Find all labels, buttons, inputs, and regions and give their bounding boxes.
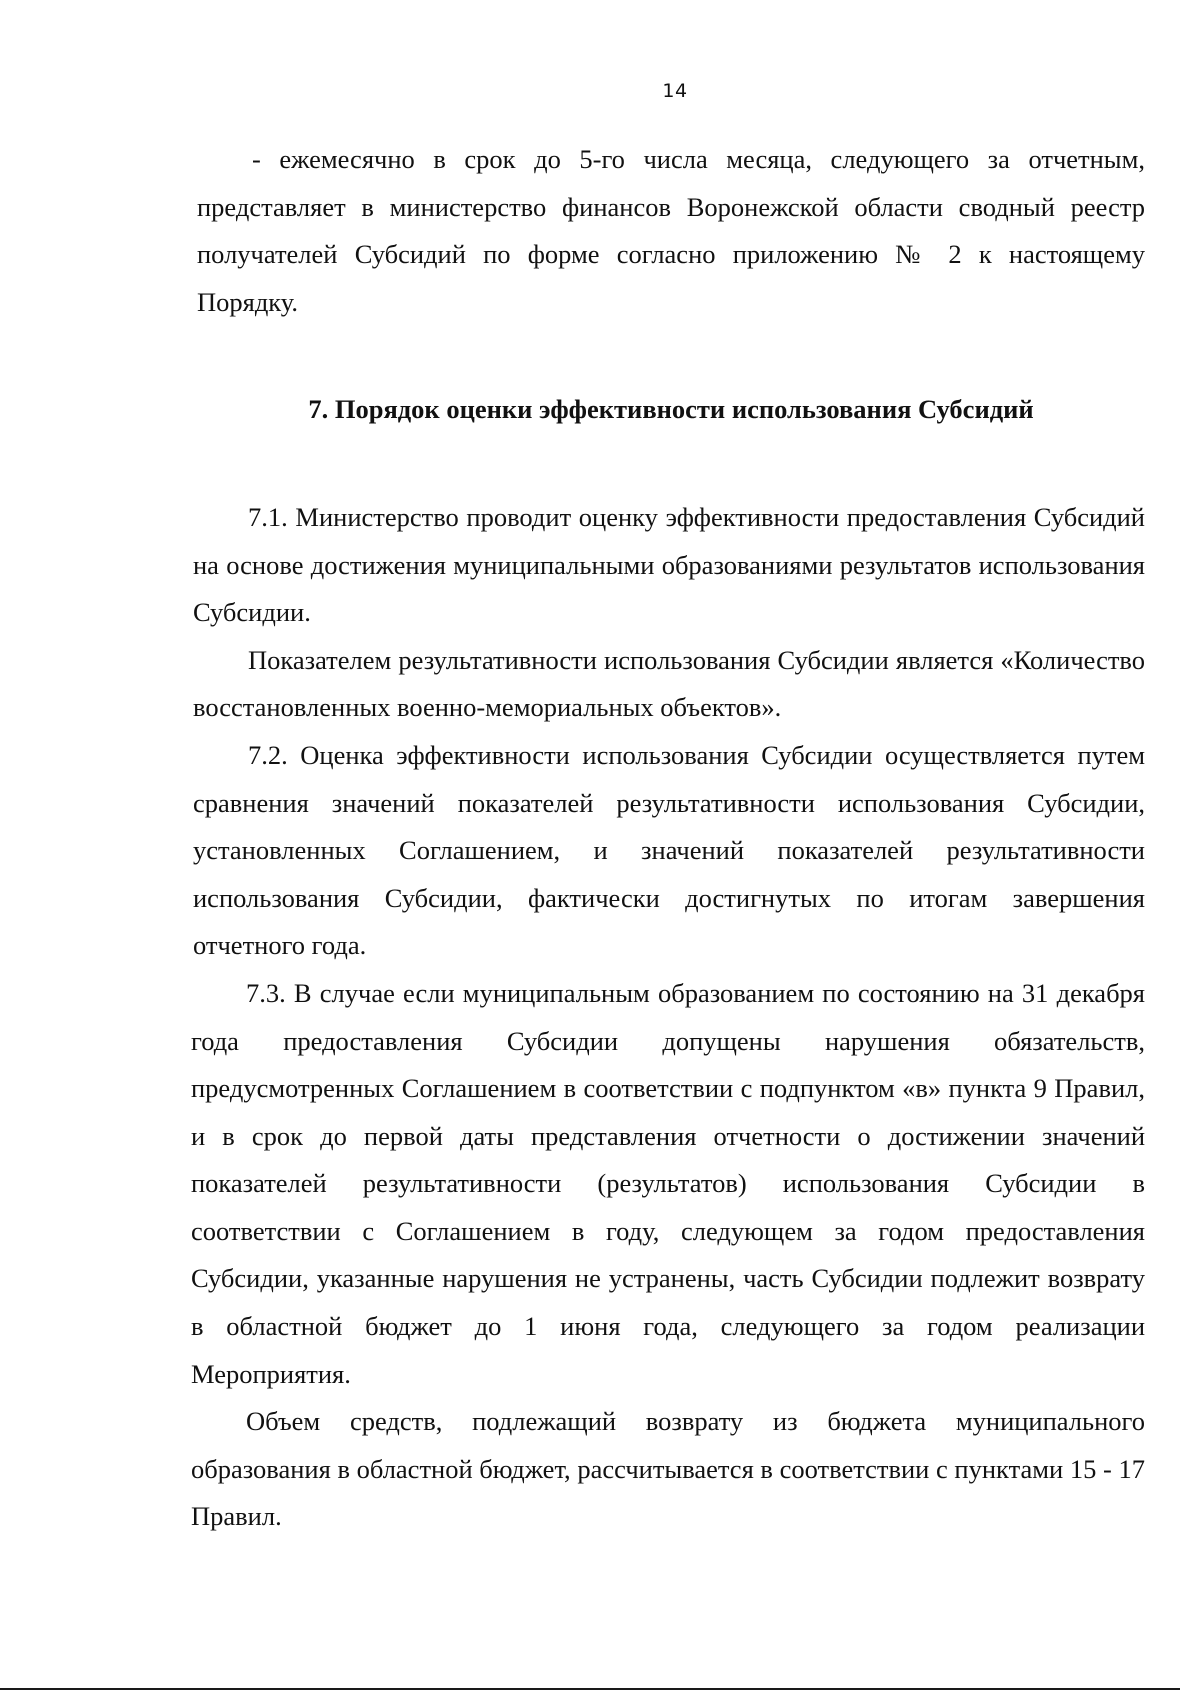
paragraph-indicator: Показателем результативности использования Субсидии является «Количество восстановленных военно-мемориальных объектов». <box>193 644 1145 723</box>
page-number: 14 <box>662 80 688 102</box>
paragraph-7-1: 7.1. Министерство проводит оценку эффективности предоставления Субсидий на основе достижения муниципальными образованиями результатов использования Субсидии. <box>193 501 1145 628</box>
section-heading: 7. Порядок оценки эффективности использования Субсидий <box>308 394 1034 425</box>
paragraph-refund-volume: Объем средств, подлежащий возврату из бюджета муниципального образования в областной бюджет, рассчитывается в соответствии с пунктами 15 - 17 Правил. <box>191 1406 1145 1532</box>
paragraph-7-2: 7.2. Оценка эффективности использования Субсидии осуществляется путем сравнения значений показателей результативности использования Субсидии, установленных Соглашением, и значений показателей результативности использования Субсидии, фактически достигнутых по итогам завершения отчетного года. <box>193 739 1145 961</box>
paragraph-monthly-report: - ежемесячно в срок до 5-го числа месяца, следующего за отчетным, представляет в министерство финансов Воронежской области сводный реестр получателей Субсидий по форме согласно приложению № 2 к настоящему Порядку. <box>197 144 1145 317</box>
document-body <box>191 136 1145 1541</box>
paragraph-7-3: 7.3. В случае если муниципальным образованием по состоянию на 31 декабря года предоставления Субсидии допущены нарушения обязательств, предусмотренных Соглашением в соответствии с подпунктом «в» пункта 9 Правил, и в срок до первой даты представления отчетности о достижении значений показателей результативности (результатов) использования Субсидии в соответствии с Соглашением в году, следующем за годом предоставления Субсидии, указанные нарушения не устранены, часть Субсидии подлежит возврату в областной бюджет до 1 июня года, следующего за годом реализации Мероприятия. <box>191 977 1145 1389</box>
bottom-rule <box>0 1688 1180 1690</box>
